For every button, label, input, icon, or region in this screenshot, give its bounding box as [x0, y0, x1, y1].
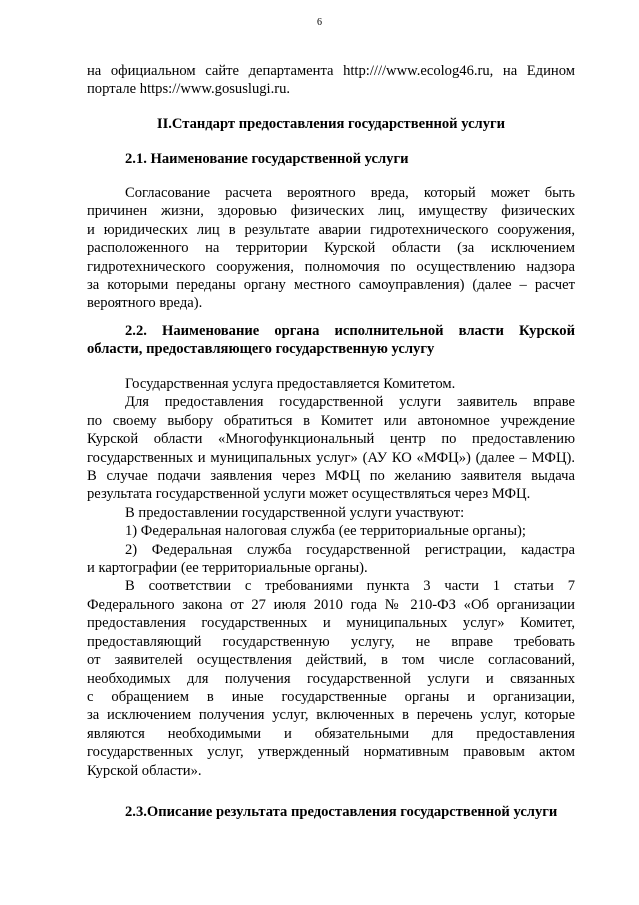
- page-number: 6: [317, 17, 322, 28]
- text-line: с обращением в иные государственные органы и организации,: [87, 688, 575, 705]
- text-line: портале https://www.gosuslugi.ru.: [87, 81, 291, 98]
- text-line: за исключением получения услуг, включенных в перечень услуг, которые: [87, 707, 575, 724]
- text-line: от заявителей осуществления действий, в том числе согласований,: [87, 652, 575, 669]
- paragraph-2-1: [87, 184, 575, 313]
- text-line: и юридических лиц в результате аварии гидротехнического сооружения,: [87, 221, 575, 238]
- text-line: Курской области «Многофункциональный центр по предоставлению: [87, 431, 575, 448]
- text-line: В случае подачи заявления через МФЦ по желанию заявителя выдача: [87, 468, 575, 485]
- text-line: причинен жизни, здоровью физических лиц, имуществу физических: [87, 203, 575, 220]
- text-line: гидротехнического сооружения, полномочия по осуществлению надзора: [87, 258, 575, 275]
- list-item: 1) Федеральная налоговая служба (ее территориальные органы);: [125, 523, 526, 540]
- text-line: вероятного вреда).: [87, 295, 203, 312]
- paragraph-line: Государственная услуга предоставляется Комитетом.: [125, 376, 456, 392]
- text-line: и картографии (ее территориальные органы).: [87, 560, 368, 577]
- text-line: являются необходимыми и обязательными для предоставления: [87, 725, 575, 742]
- text-line: Для предоставления государственной услуги заявитель вправе: [125, 394, 575, 411]
- text-line: расположенного на территории Курской области (за исключением: [87, 240, 575, 257]
- list-item: 2) Федеральная служба государственной регистрации, кадастра: [125, 541, 575, 558]
- heading-2-1: 2.1. Наименование государственной услуги: [125, 151, 409, 167]
- text-line: Согласование расчета вероятного вреда, который может быть: [125, 185, 575, 201]
- intro-paragraph: [87, 62, 575, 99]
- section-title: II.Стандарт предоставления государственной услуги: [156, 116, 506, 132]
- heading-2-3: 2.3.Описание результата предоставления государственной услуги: [125, 804, 558, 820]
- heading-line: 2.2. Наименование органа исполнительной власти Курской: [125, 323, 575, 339]
- text-line: В соответствии с требованиями пункта 3 части 1 статьи 7: [125, 578, 575, 595]
- text-line: предоставляющий государственную услугу, не вправе требовать: [87, 633, 575, 650]
- text-line: результата государственной услуги может осуществляться через МФЦ.: [87, 486, 531, 503]
- text-line: государственных услуг, утвержденный нормативным правовым актом: [87, 744, 575, 761]
- text-line: за которыми переданы органу местного самоуправления) (далее – расчет: [87, 277, 575, 294]
- section-2-2-body: [87, 375, 575, 780]
- text-line: государственных и муниципальных услуг» (АУ КО «МФЦ») (далее – МФЦ).: [87, 449, 575, 466]
- text-line: по своему выбору обратиться в Комитет или автономное учреждение: [87, 412, 575, 429]
- text-line: на официальном сайте департамента http:////www.ecolog46.ru, на Едином: [87, 63, 575, 79]
- text-line: Курской области».: [87, 762, 202, 779]
- heading-line: области, предоставляющего государственную услугу: [87, 341, 435, 358]
- text-line: необходимых для получения государственной услуги и связанных: [87, 670, 575, 687]
- paragraph-line: В предоставлении государственной услуги участвуют:: [125, 504, 465, 521]
- text-line: Федерального закона от 27 июля 2010 года № 210-ФЗ «Об организации: [87, 596, 575, 613]
- heading-2-2: [87, 322, 575, 359]
- text-line: предоставления государственных и муниципальных услуг» Комитет,: [87, 615, 575, 632]
